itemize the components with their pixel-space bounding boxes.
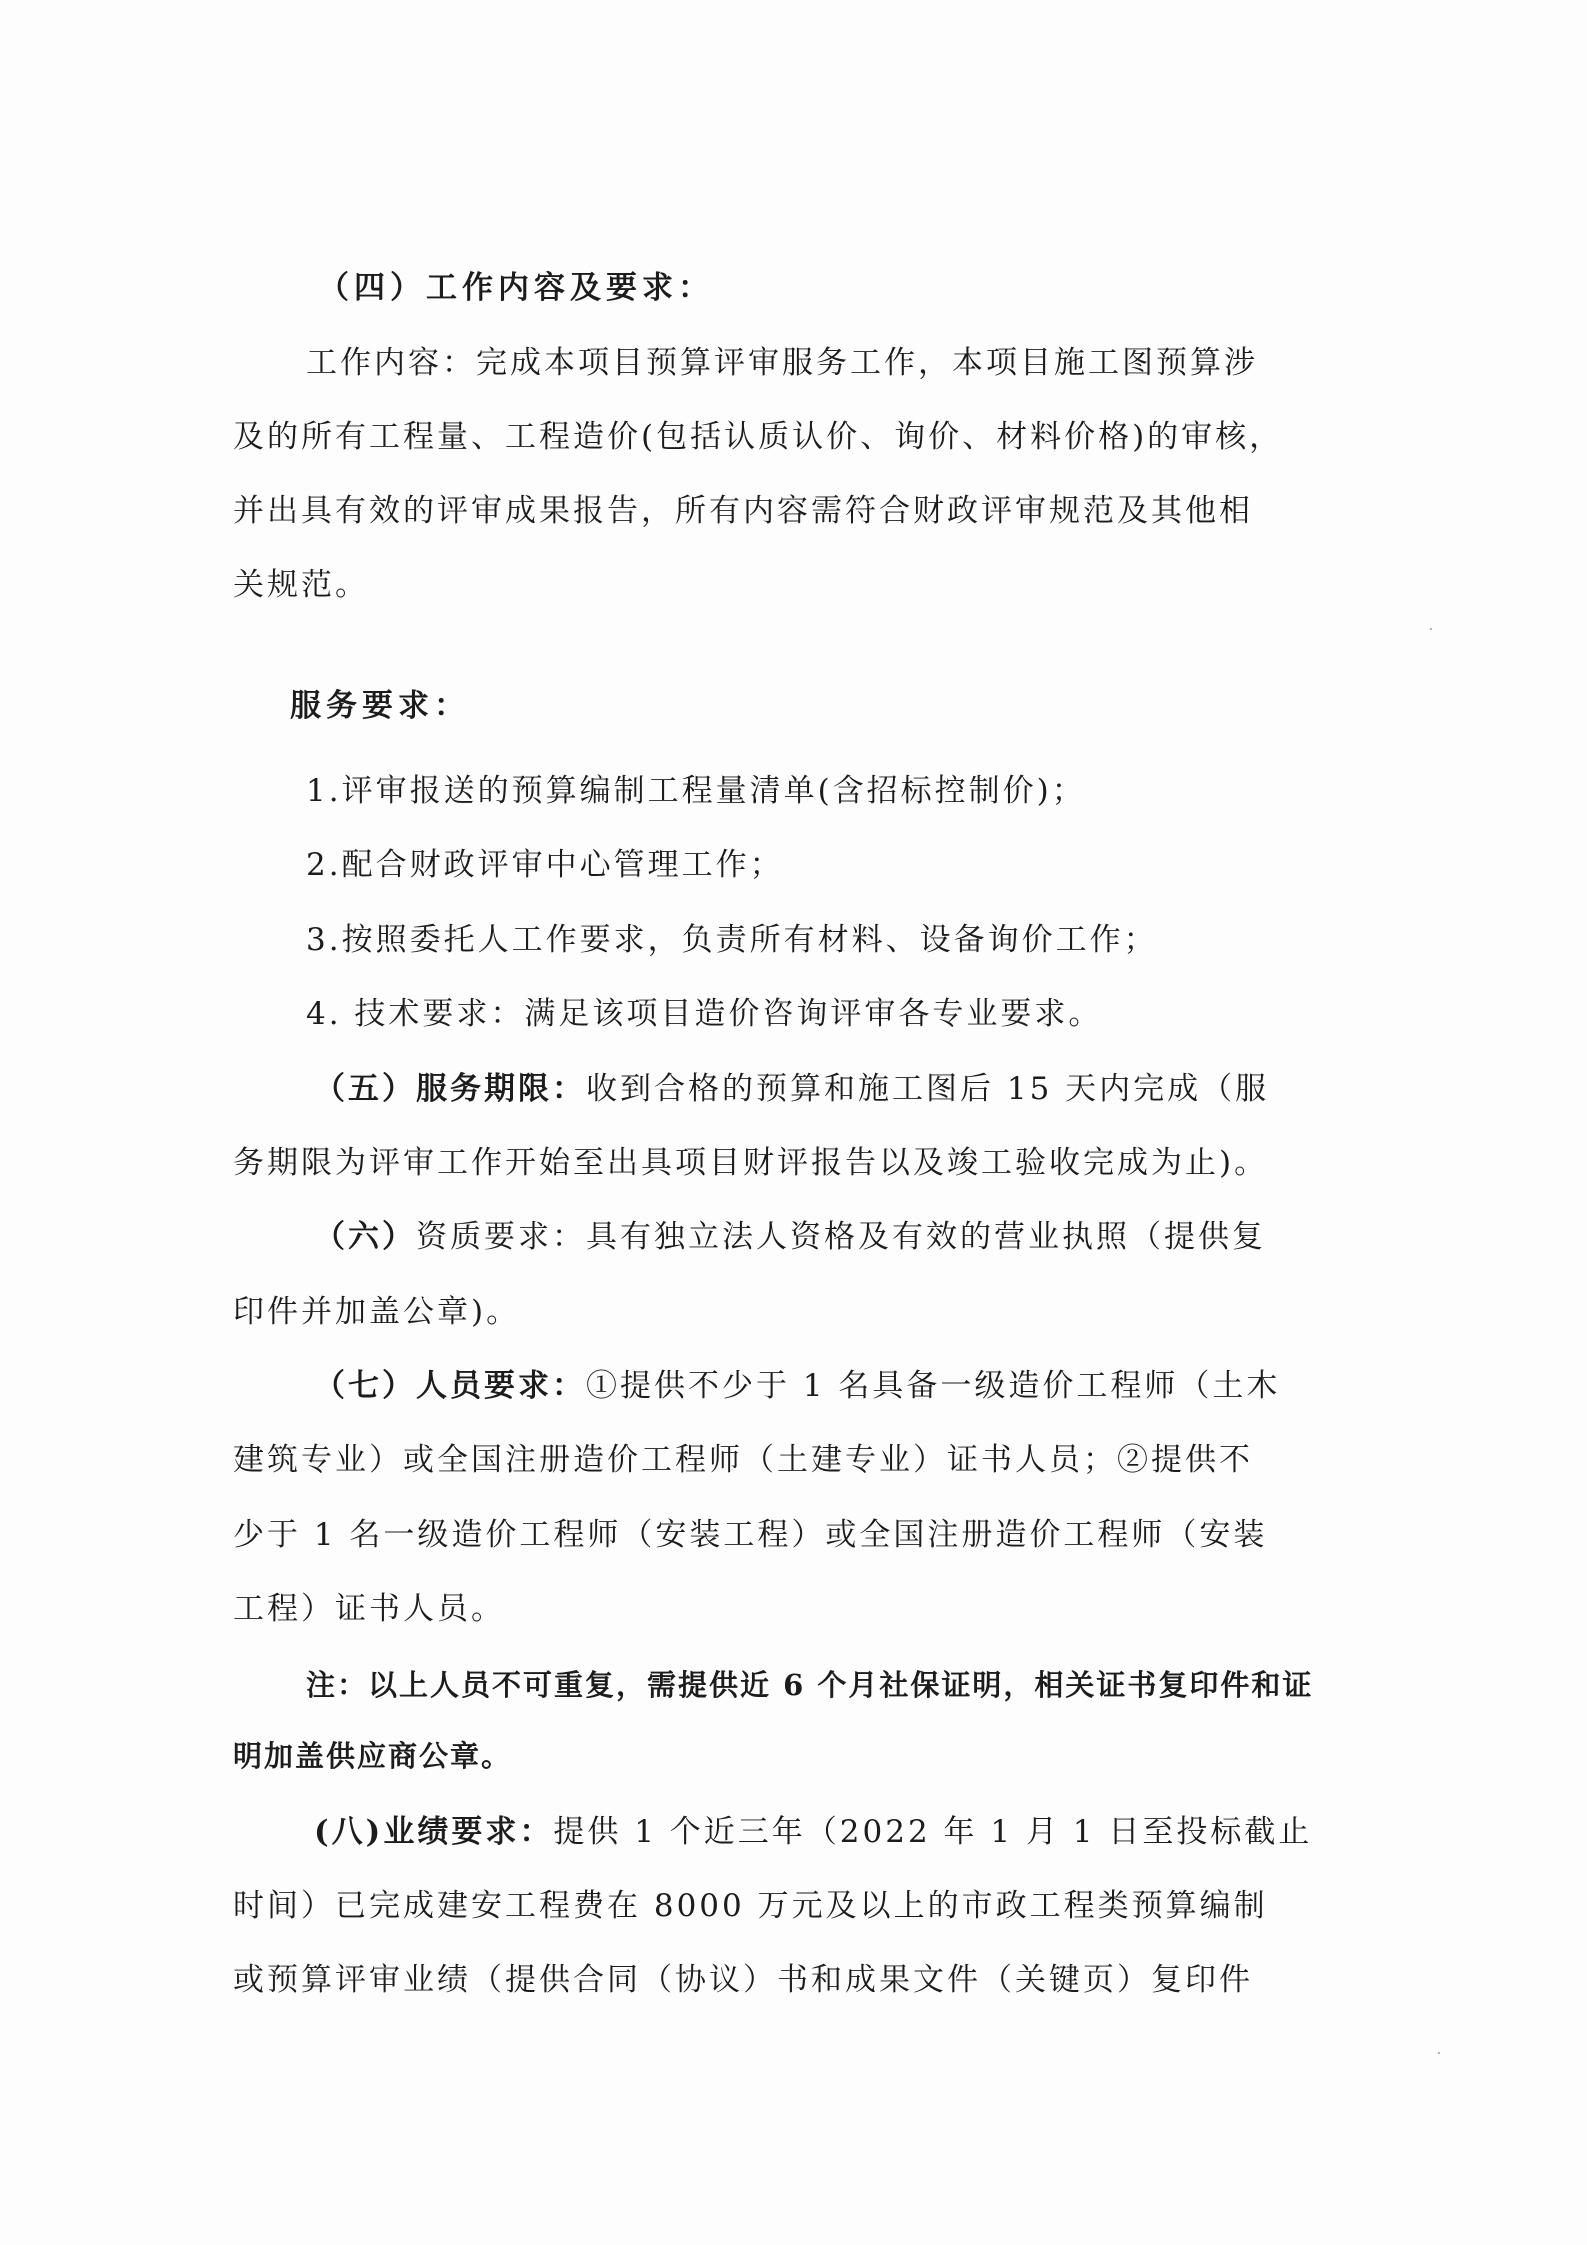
service-item-2: 2.配合财政评审中心管理工作； <box>306 847 784 883</box>
section-7-label: （七）人员要求： <box>314 1368 586 1404</box>
section-5-label: （五）服务期限： <box>314 1071 586 1107</box>
section-8-text: 提供 1 个近三年（2022 年 1 月 1 日至投标截止 <box>553 1814 1313 1850</box>
section-7-line-2: 建筑专业）或全国注册造价工程师（土建专业）证书人员；②提供不 <box>233 1442 1253 1478</box>
section-4-line-1: 工作内容：完成本项目预算评审服务工作，本项目施工图预算涉 <box>306 345 1258 381</box>
section-8-line-1 <box>314 1812 1312 1852</box>
service-item-3: 3.按照委托人工作要求，负责所有材料、设备询价工作； <box>306 922 1158 958</box>
section-4-heading: （四）工作内容及要求： <box>318 270 714 306</box>
section-8-label: (八)业绩要求： <box>314 1814 554 1850</box>
section-6-label: （六） <box>314 1219 416 1255</box>
section-4-line-4: 关规范。 <box>233 567 369 603</box>
section-8-line-2: 时间）已完成建安工程费在 8000 万元及以上的市政工程类预算编制 <box>233 1888 1268 1924</box>
section-6-text: 资质要求：具有独立法人资格及有效的营业执照（提供复 <box>416 1219 1266 1255</box>
scan-speck <box>1430 628 1432 630</box>
section-6-line-2: 印件并加盖公章)。 <box>233 1294 521 1330</box>
section-5-line-2: 务期限为评审工作开始至出具项目财评报告以及竣工验收完成为止)。 <box>233 1145 1269 1181</box>
section-4-line-2: 及的所有工程量、工程造价(包括认质认价、询价、材料价格)的审核， <box>233 419 1284 455</box>
section-6-line-1 <box>314 1217 1266 1257</box>
service-heading: 服务要求： <box>290 688 470 724</box>
note-line-2: 明加盖供应商公章。 <box>233 1739 513 1773</box>
note-line-1: 注：以上人员不可重复，需提供近 6 个月社保证明，相关证书复印件和证 <box>306 1668 1314 1702</box>
section-7-text: ①提供不少于 1 名具备一级造价工程师（土木 <box>586 1368 1281 1404</box>
section-5-text: 收到合格的预算和施工图后 15 天内完成（服 <box>586 1071 1270 1107</box>
service-item-4: 4. 技术要求：满足该项目造价咨询评审各专业要求。 <box>306 996 1103 1032</box>
service-item-1: 1.评审报送的预算编制工程量清单(含招标控制价)； <box>306 773 1086 809</box>
section-8-line-3: 或预算评审业绩（提供合同（协议）书和成果文件（关键页）复印件 <box>233 1962 1253 1998</box>
section-7-line-4: 工程）证书人员。 <box>233 1591 505 1627</box>
section-7-line-3: 少于 1 名一级造价工程师（安装工程）或全国注册造价工程师（安装 <box>233 1517 1268 1553</box>
section-7-line-1 <box>314 1366 1280 1406</box>
section-4-line-3: 并出具有效的评审成果报告，所有内容需符合财政评审规范及其他相 <box>233 493 1253 529</box>
scan-speck <box>1438 2052 1440 2054</box>
section-5-line-1 <box>314 1069 1269 1109</box>
